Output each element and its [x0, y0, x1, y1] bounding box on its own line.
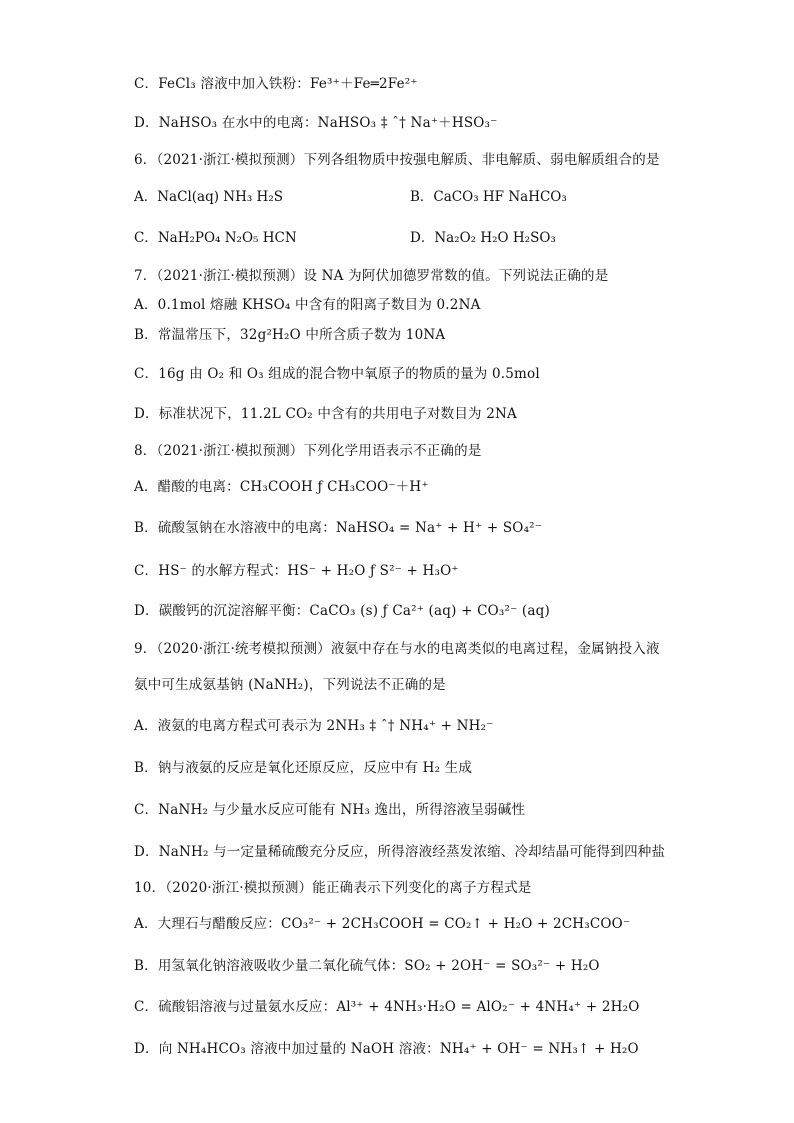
q6-option: D．Na₂O₂ H₂O H₂SO₃ [410, 230, 556, 246]
text-line: 8．（2021·浙江·模拟预测）下列化学用语表示不正确的是 [134, 443, 482, 459]
text-line: A．0.1mol 熔融 KHSO₄ 中含有的阳离子数目为 0.2NA [134, 297, 481, 313]
text-line: D．向 NH₄HCO₃ 溶液中加过量的 NaOH 溶液：NH₄⁺ + OH⁻ = NH₃↑ + H₂O [134, 1041, 639, 1057]
text-line: 10．（2020·浙江·模拟预测）能正确表示下列变化的离子方程式是 [134, 880, 532, 896]
q6-option: A．NaCl(aq) NH₃ H₂S [134, 189, 283, 205]
text-line: D．碳酸钙的沉淀溶解平衡：CaCO₃ (s) ƒ Ca²⁺ (aq) + CO₃²⁻ (aq) [134, 603, 550, 619]
text-line: 6．（2021·浙江·模拟预测）下列各组物质中按强电解质、非电解质、弱电解质组合的是 [134, 152, 660, 168]
q6-option: C．NaH₂PO₄ N₂O₅ HCN [134, 230, 297, 246]
text-line: D．NaHSO₃ 在水中的电离：NaHSO₃ ‡ ˆ† Na⁺＋HSO₃⁻ [134, 115, 498, 131]
text-line: C．HS⁻ 的水解方程式：HS⁻ + H₂O ƒ S²⁻ + H₃O⁺ [134, 563, 459, 579]
text-line: C．FeCl₃ 溶液中加入铁粉：Fe³⁺＋Fe═2Fe²⁺ [134, 76, 418, 92]
q6-option: B．CaCO₃ HF NaHCO₃ [410, 189, 567, 205]
text-line: 7．（2021·浙江·模拟预测）设 NA 为阿伏加德罗常数的值。下列说法正确的是 [134, 268, 609, 284]
text-line: B．常温常压下，32g²H₂O 中所含质子数为 10NA [134, 327, 446, 343]
text-line: C．16g 由 O₂ 和 O₃ 组成的混合物中氧原子的物质的量为 0.5mol [134, 366, 540, 382]
text-line: A．大理石与醋酸反应：CO₃²⁻ + 2CH₃COOH = CO₂↑ + H₂O + 2CH₃COO⁻ [134, 916, 631, 932]
text-line: A．醋酸的电离：CH₃COOH ƒ CH₃COO⁻＋H⁺ [134, 479, 429, 495]
text-line: 氨中可生成氨基钠 (NaNH₂)，下列说法不正确的是 [134, 677, 446, 693]
text-line: C．NaNH₂ 与少量水反应可能有 NH₃ 逸出，所得溶液呈弱碱性 [134, 802, 526, 818]
text-line: B．用氢氧化钠溶液吸收少量二氧化硫气体：SO₂ + 2OH⁻ = SO₃²⁻ + H₂O [134, 958, 600, 974]
text-line: 9．（2020·浙江·统考模拟预测）液氨中存在与水的电离类似的电离过程，金属钠投入液 [134, 641, 660, 657]
text-line: B．硫酸氢钠在水溶液中的电离：NaHSO₄ = Na⁺ + H⁺ + SO₄²⁻ [134, 520, 543, 536]
text-line: D．标准状况下，11.2L CO₂ 中含有的共用电子对数目为 2NA [134, 406, 517, 422]
text-line: A．液氨的电离方程式可表示为 2NH₃ ‡ ˆ† NH₄⁺ + NH₂⁻ [134, 718, 494, 734]
text-line: B．钠与液氨的反应是氧化还原反应，反应中有 H₂ 生成 [134, 760, 473, 776]
text-line: C．硫酸铝溶液与过量氨水反应：Al³⁺ + 4NH₃·H₂O = AlO₂⁻ + 4NH₄⁺ + 2H₂O [134, 999, 640, 1015]
text-line: D．NaNH₂ 与一定量稀硫酸充分反应，所得溶液经蒸发浓缩、冷却结晶可能得到四种盐 [134, 844, 666, 860]
